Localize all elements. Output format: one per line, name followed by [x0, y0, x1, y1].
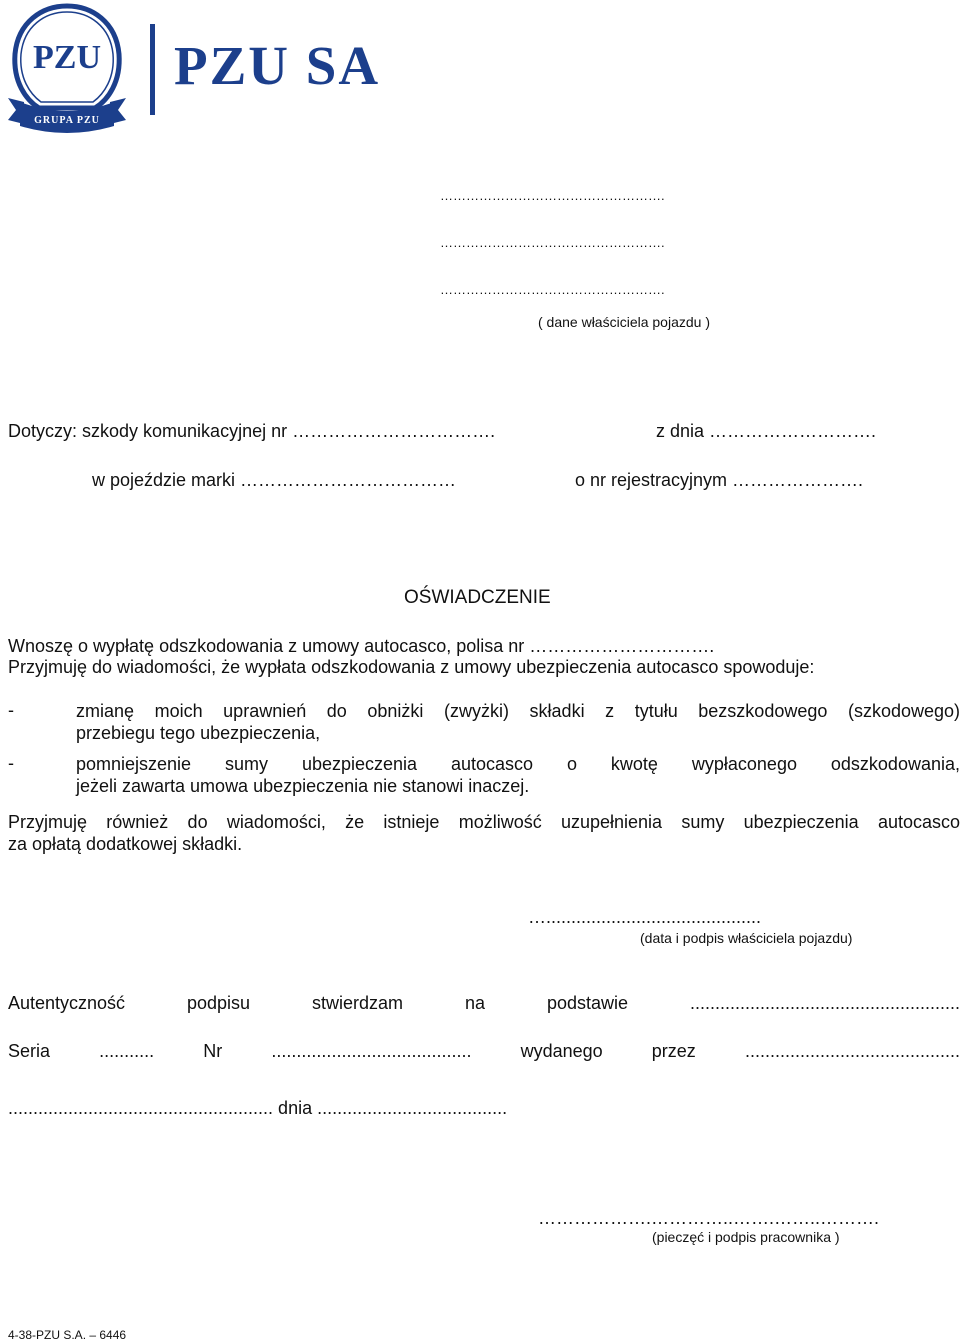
statement-ack-intro: Przyjmuję do wiadomości, że wypłata odszkodowania z umowy ubezpieczenia autocasco spowoduje: — [8, 657, 815, 677]
owner-signature-line: …........................................... — [528, 907, 762, 927]
vehicle-brand: w pojeździe marki ……………………………… — [92, 470, 457, 490]
item2-line1: pomniejszenie sumy ubezpieczenia autocasco o kwotę wypłaconego odszkodowania, — [76, 754, 960, 774]
verification-line1: Autentyczność podpisu stwierdzam na podstawie ...................................................... — [8, 993, 960, 1013]
owner-line-1: ……………………………………………. — [440, 188, 665, 203]
employee-signature-caption: (pieczęć i podpis pracownika ) — [652, 1229, 840, 1245]
logo-ribbon-text: GRUPA PZU — [34, 115, 100, 126]
pzu-logo — [4, 2, 130, 134]
bullet-dash-1: - — [8, 700, 14, 720]
statement-title: OŚWIADCZENIE — [404, 587, 551, 608]
header-divider — [150, 24, 155, 115]
item1-line1: zmianę moich uprawnień do obniżki (zwyżki) składki z tytułu bezszkodowego (szkodowego) — [76, 701, 960, 721]
statement-request: Wnoszę o wypłatę odszkodowania z umowy autocasco, polisa nr …………………………. — [8, 636, 715, 656]
claim-date: z dnia ………………………. — [656, 421, 877, 441]
verification-line2: Seria ........... Nr ........................................ wydanego przez ........................................... — [8, 1041, 960, 1061]
bullet-dash-2: - — [8, 753, 14, 773]
vehicle-registration: o nr rejestracyjnym …………………. — [575, 470, 864, 490]
also-line2: za opłatą dodatkowej składki. — [8, 834, 243, 854]
verification-line3: ..................................................... dnia ...................................... — [8, 1098, 508, 1118]
also-line1: Przyjmuję również do wiadomości, że istnieje możliwość uzupełnienia sumy ubezpieczenia autocasco — [8, 812, 960, 832]
owner-line-2: ……………………………………………. — [440, 235, 665, 250]
owner-caption: ( dane właściciela pojazdu ) — [538, 314, 710, 330]
item1-line2: przebiegu tego ubezpieczenia, — [76, 723, 321, 743]
logo-text: PZU — [33, 39, 101, 76]
form-code: 4-38-PZU S.A. – 6446 — [8, 1328, 127, 1342]
owner-line-3: ……………………………………………. — [440, 282, 665, 297]
employee-signature-line: ……………….…………..…….……..………. — [538, 1208, 880, 1228]
brand-name: PZU SA — [174, 35, 381, 96]
item2-line2: jeżeli zawarta umowa ubezpieczenia nie stanowi inaczej. — [76, 776, 530, 796]
owner-signature-caption: (data i podpis właściciela pojazdu) — [640, 930, 853, 946]
claim-line: Dotyczy: szkody komunikacyjnej nr ……………………………. — [8, 421, 496, 441]
